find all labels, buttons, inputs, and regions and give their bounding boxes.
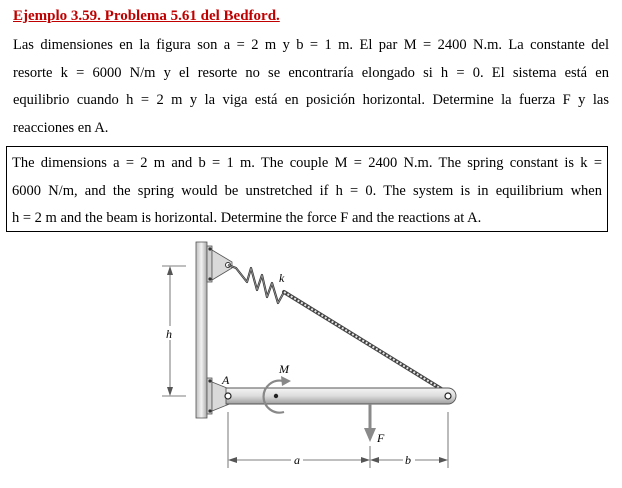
cable bbox=[284, 292, 451, 395]
spanish-line-4: reacciones en A. bbox=[13, 119, 109, 136]
label-a-point: A bbox=[222, 373, 230, 387]
force-f-arrow bbox=[364, 404, 376, 442]
spring bbox=[228, 265, 284, 303]
english-line-2: 6000 N/m, and the spring would be unstretched if h = 0. The system is in equilibrium when bbox=[12, 182, 602, 199]
spanish-line-1: Las dimensiones en la figura son a = 2 m y b = 1 m. El par M = 2400 N.m. La constante del bbox=[13, 37, 609, 53]
label-k: k bbox=[279, 271, 285, 285]
label-b-dim: b bbox=[405, 453, 411, 467]
wall bbox=[196, 242, 207, 418]
english-line-1: The dimensions a = 2 m and b = 1 m. The couple M = 2400 N.m. The spring constant is k = bbox=[12, 155, 602, 171]
example-title: Ejemplo 3.59. Problema 5.61 del Bedford. bbox=[13, 8, 280, 24]
spanish-line-3: equilibrio cuando h = 2 m y la viga está en posición horizontal. Determine la fuerza F y las bbox=[13, 92, 609, 109]
dimension-a-b bbox=[228, 412, 448, 468]
english-line-3: h = 2 m and the beam is horizontal. Determine the force F and the reactions at A. bbox=[12, 210, 482, 227]
upper-bracket bbox=[207, 246, 232, 282]
label-f: F bbox=[377, 431, 385, 445]
label-a-dim: a bbox=[294, 453, 300, 467]
spanish-line-2: resorte k = 6000 N/m y el resorte no se encontraría elongado si h = 0. El sistema está en bbox=[13, 64, 609, 81]
label-h: h bbox=[166, 327, 172, 341]
beam bbox=[225, 388, 456, 404]
label-m: M bbox=[279, 362, 289, 376]
